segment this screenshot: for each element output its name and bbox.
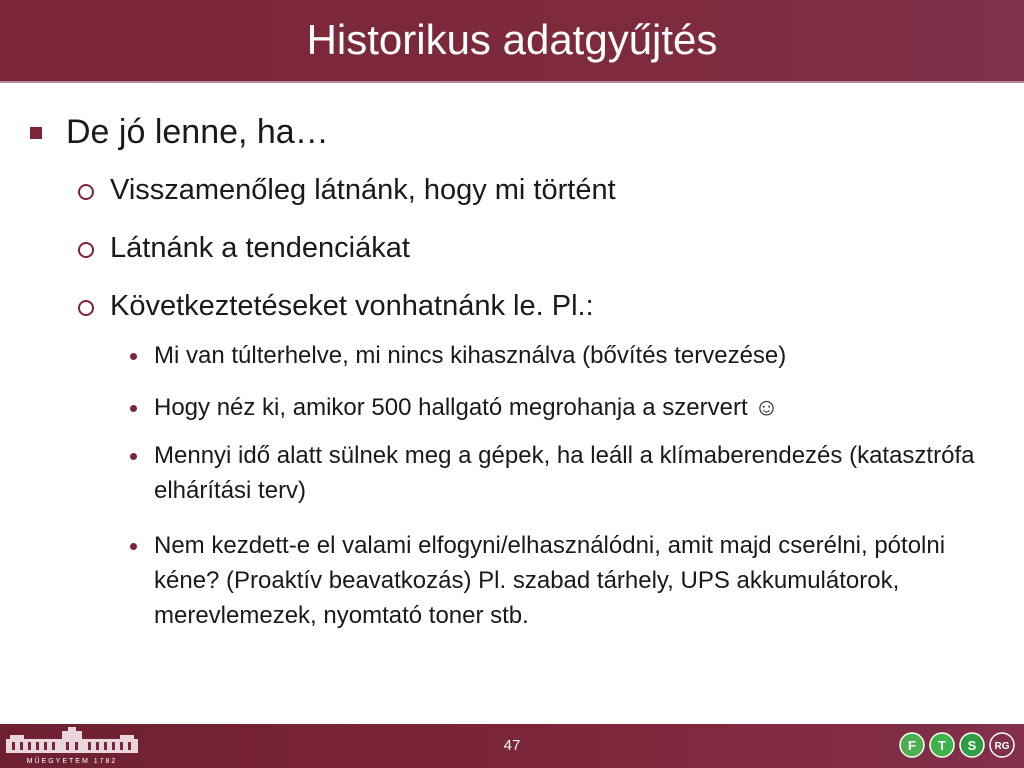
svg-text:S: S: [967, 738, 977, 753]
bullet-text: De jó lenne, ha…: [66, 113, 329, 151]
bullet-level3: [128, 528, 998, 633]
bullet-text: Látnánk a tendenciákat: [110, 232, 410, 264]
circle-bullet-icon: [78, 184, 94, 200]
bullet-text: Hogy néz ki, amikor 500 hallgató megrohanja a szervert ☺: [154, 394, 779, 421]
bullet-text: Nem kezdett-e el valami elfogyni/elhasználódni, amit majd cserélni, pótolni kéne? (Proaktív beavatkozás) Pl. szabad tárhely, UPS akkumulátorok, merevlemezek, nyomtató toner stb.: [154, 532, 946, 629]
title-bar: [0, 0, 1024, 83]
slide-title: Historikus adatgyűjtés: [306, 16, 718, 63]
bullet-text: Mi van túlterhelve, mi nincs kihasználva (bővítés tervezése): [154, 342, 787, 369]
square-bullet-icon: [30, 127, 42, 139]
dot-bullet-icon: [130, 353, 137, 360]
svg-text:T: T: [938, 738, 946, 753]
bullet-level3: [128, 390, 998, 425]
circle-bullet-icon: [78, 300, 94, 316]
fts-logo: [898, 730, 1018, 760]
dot-bullet-icon: [130, 543, 137, 550]
bullet-level3: [128, 438, 998, 508]
university-caption: MŰEGYETEM 1782: [26, 758, 118, 765]
bullet-level3: [128, 338, 998, 373]
page-number: 47: [503, 737, 521, 754]
svg-text:RG: RG: [994, 741, 1010, 752]
bullet-text: Visszamenőleg látnánk, hogy mi történt: [110, 174, 616, 206]
svg-text:F: F: [908, 738, 916, 753]
footer-bar: [0, 724, 1024, 768]
bullet-text: Következtetéseket vonhatnánk le. Pl.:: [110, 290, 594, 322]
bullet-text: Mennyi idő alatt sülnek meg a gépek, ha leáll a klímaberendezés (katasztrófa elhárítási terv): [154, 442, 975, 504]
dot-bullet-icon: [130, 405, 137, 412]
circle-bullet-icon: [78, 242, 94, 258]
dot-bullet-icon: [130, 453, 137, 460]
